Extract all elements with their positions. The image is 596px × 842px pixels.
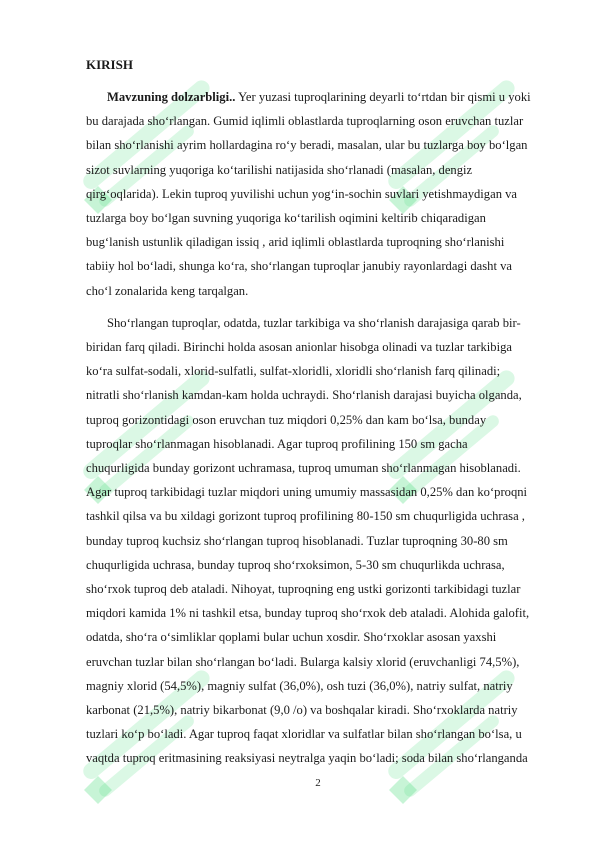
- text-line: bilan sho‘rlanishi ayrim hollardagina ro‘y beradi, masalan, ular bu tuzlarga boy bo‘lgan: [86, 138, 528, 153]
- text-line: sizot suvlarning yuqoriga ko‘tarilishi natijasida sho‘rlanadi (masalan, dengiz: [86, 162, 473, 177]
- document-body: [86, 54, 580, 771]
- text-line: magniy xlorid (54,5%), magniy sulfat (36,0%), osh tuzi (36,0%), natriy sulfat, natriy: [86, 678, 513, 693]
- text-line: Agar tuproq tarkibidagi tuzlar miqdori uning umumiy massasidan 0,25% dan ko‘proqni: [86, 485, 528, 500]
- text-line: tuzlarga boy bo‘lgan suvning yuqoriga ko‘tarilish oqimini keltirib chiqaradigan: [86, 211, 486, 226]
- text-line: karbonat (21,5%), natriy bikarbonat (9,0 /o) va boshqalar kiradi. Sho‘rxoklarda natriy: [86, 703, 518, 718]
- text-line: miqdori kamida 1% ni tashkil etsa, bunday tuproq sho‘rxok deb ataladi. Alohida galofit,: [86, 606, 530, 621]
- text-line: tuproqlar sho‘rlanmagan hisoblanadi. Agar tuproq profilining 150 sm gacha: [86, 436, 468, 451]
- section-heading: KIRISH: [86, 57, 133, 72]
- text-line: bug‘lanish ustunlik qiladigan issiq , arid iqlimli oblastlarda tuproqning sho‘rlanishi: [86, 235, 505, 250]
- text-line: cho‘l zonalarida keng tarqalgan.: [86, 283, 249, 298]
- text-line: tabiiy hol bo‘ladi, shunga ko‘ra, sho‘rlangan tuproqlar janubiy rayonlardagi dasht va: [86, 259, 512, 274]
- text-line: tashkil qilsa va bu xildagi gorizont tuproq profilining 80-150 sm chuqurligida uchrasa ,: [86, 509, 525, 524]
- paragraph-2: [86, 311, 580, 771]
- text-line: biridan farq qiladi. Birinchi holda asosan anionlar hisobga olinadi va tuzlar tarkibiga: [86, 340, 512, 355]
- text-line: chuqurligida uchrasa, bunday tuproq sho‘rxoksimon, 5-30 sm chuqurlikda uchrasa,: [86, 557, 505, 572]
- text-line: sho‘rxok tuproq deb ataladi. Nihoyat, tuproqning eng ustki gorizonti tarkibidagi tuzlar: [86, 582, 521, 597]
- text-line: vaqtda tuproq eritmasining reaksiyasi neytralga yaqin bo‘ladi; soda bilan sho‘rlanganda: [86, 751, 528, 766]
- text-line: [86, 85, 580, 109]
- text-line: Sho‘rlangan tuproqlar, odatda, tuzlar tarkibiga va sho‘rlanish darajasiga qarab bir-: [107, 315, 521, 330]
- text-line: eruvchan tuzlar bilan sho‘rlangan bo‘ladi. Bularga kalsiy xlorid (eruvchanligi 74,5%),: [86, 654, 520, 669]
- text-line: bu darajada sho‘rlangan. Gumid iqlimli oblastlarda tuproqlarning oson eruvchan tuzlar: [86, 114, 524, 129]
- text-line: nitratli sho‘rlanish kamdan-kam holda uchraydi. Sho‘rlanish darajasi buyicha olganda,: [86, 388, 522, 403]
- page-number: 2: [315, 777, 321, 789]
- text-line: qirg‘oqlarida). Lekin tuproq yuvilishi uchun yog‘in-sochin suvlari yetishmaydigan va: [86, 186, 518, 201]
- text-line: bunday tuproq kuchsiz sho‘rlangan tuproq hisoblanadi. Tuzlar tuproqning 30-80 sm: [86, 533, 508, 548]
- text-line-content: Yer yuzasi tuproqlarining deyarli to‘rtdan bir qismi u yoki: [235, 90, 531, 104]
- text-line: chuqurligida bunday gorizont uchramasa, tuproq umuman sho‘rlanmagan hisoblanadi.: [86, 461, 521, 476]
- text-line: ko‘ra sulfat-sodali, xlorid-sulfatli, sulfat-xloridli, xloridli sho‘rlanish farq qilinadi;: [86, 364, 501, 379]
- text-line: tuzlari ko‘p bo‘ladi. Agar tuproq faqat xloridlar va sulfatlar bilan sho‘rlangan bo‘lsa, u: [86, 727, 522, 742]
- text-line: odatda, sho‘ra o‘simliklar qoplami bular uchun xosdir. Sho‘rxoklar asosan yaxshi: [86, 630, 497, 645]
- text-line: tuproq gorizontidagi oson eruvchan tuz miqdori 0,25% dan kam bo‘lsa, bunday: [86, 412, 487, 427]
- paragraph-1: [86, 85, 580, 303]
- lead-term: Mavzuning dolzarbligi..: [107, 90, 236, 104]
